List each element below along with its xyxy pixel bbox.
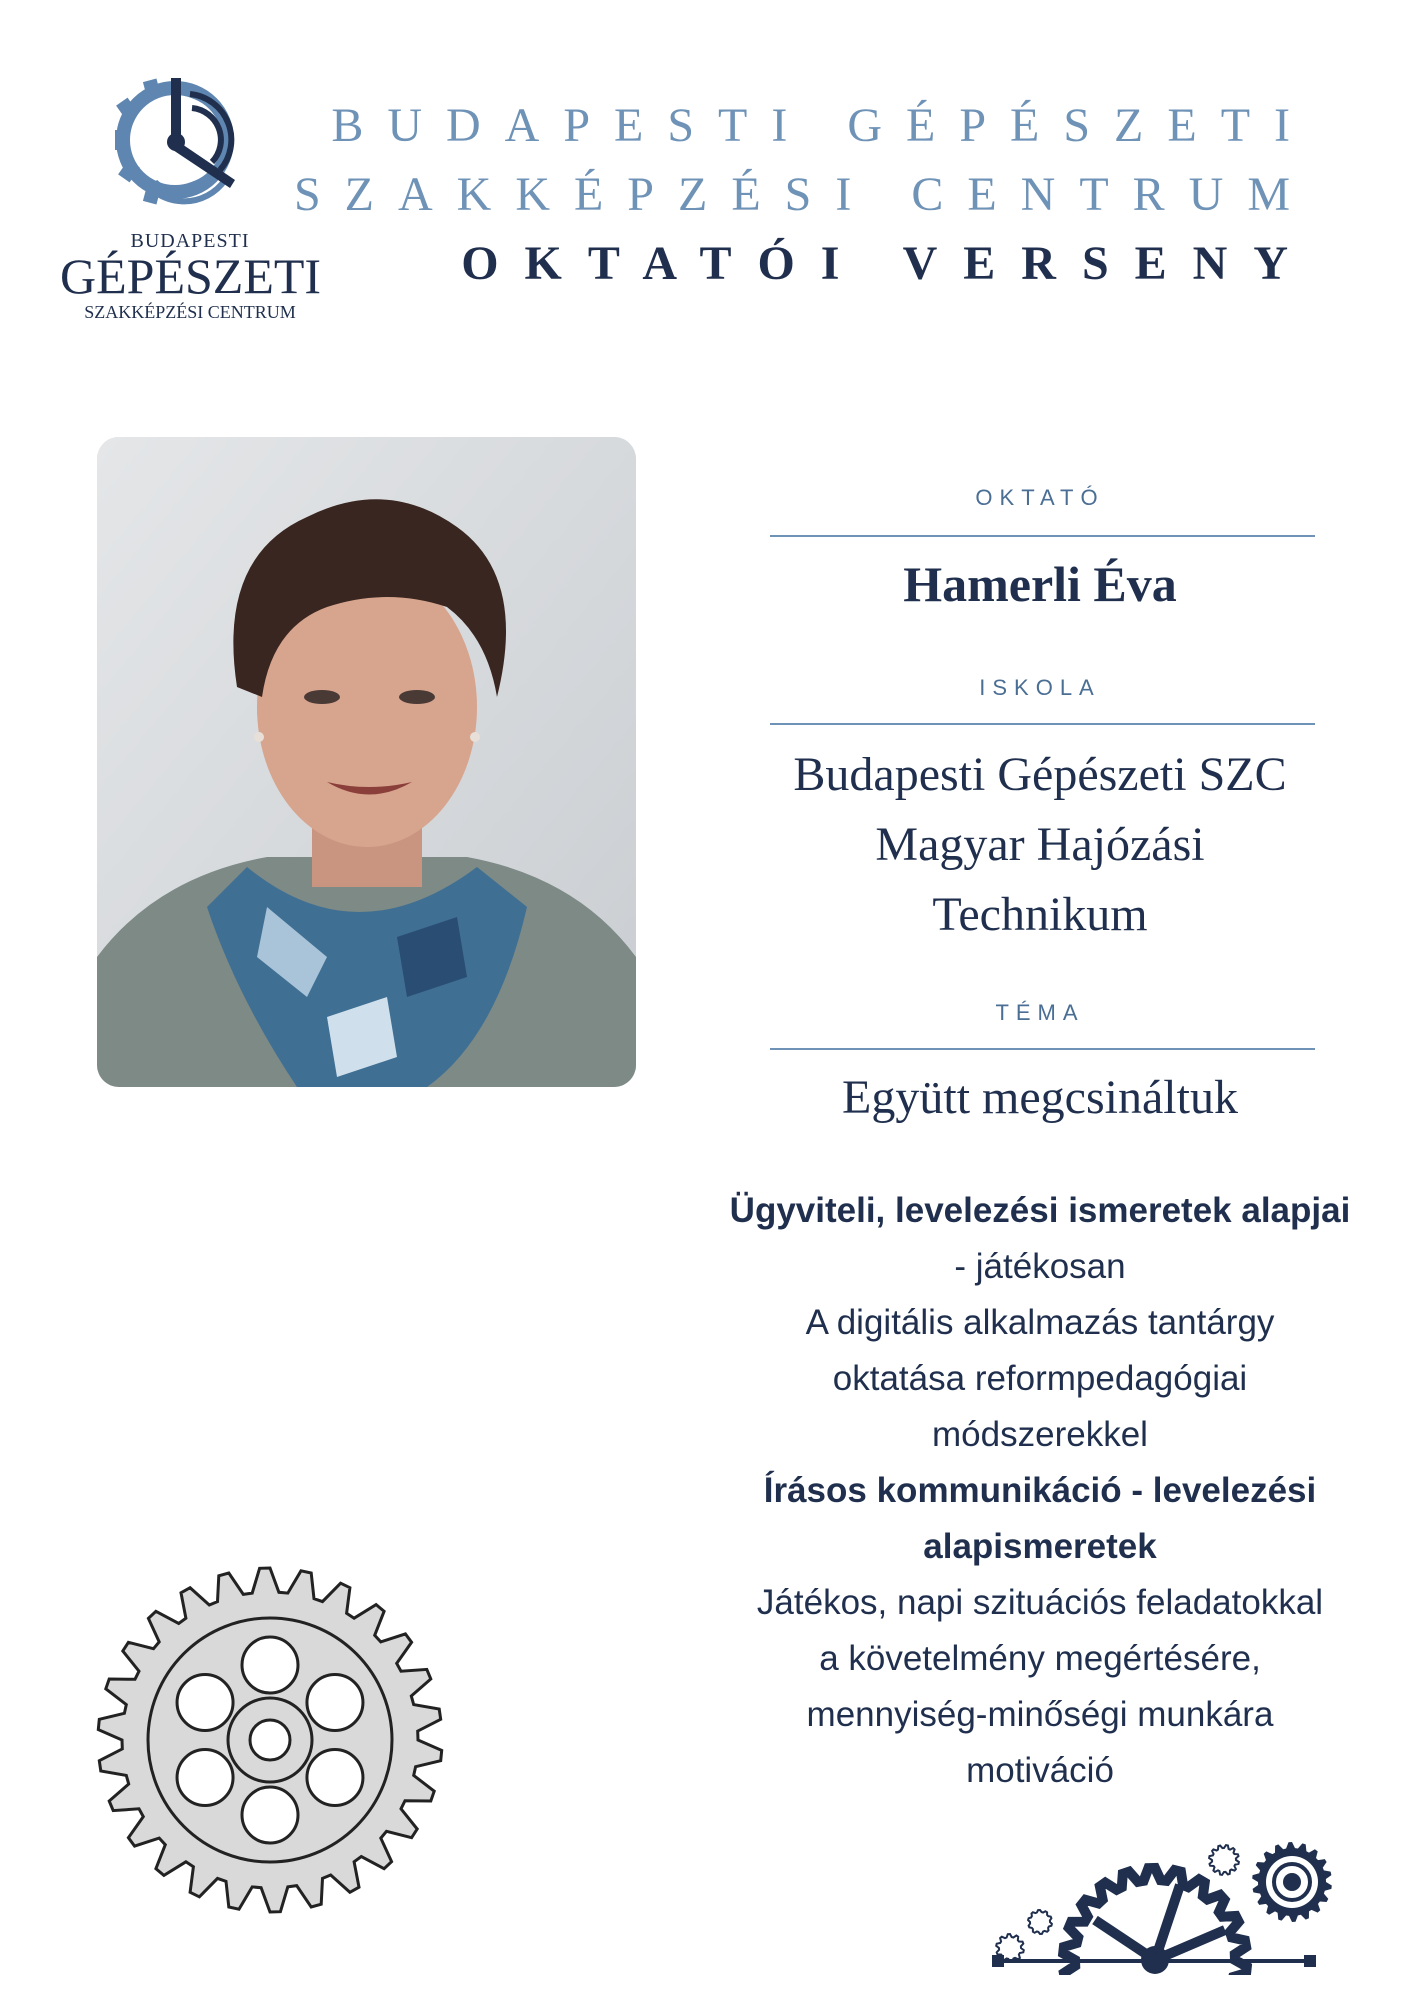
desc-line: oktatása reformpedagógiai [832,1359,1248,1398]
header-line-2: SZAKKÉPZÉSI CENTRUM [293,168,1314,221]
desc-line: módszerekkel [932,1415,1148,1454]
desc-line: Írásos kommunikáció - levelezési [763,1471,1317,1510]
gear-decoration-icon [90,1560,450,1920]
desc-line: motiváció [966,1751,1114,1790]
desc-line: mennyiség-minőségi munkára [806,1695,1274,1734]
gears-icon [990,1820,1340,1975]
topic-title: Együtt megcsináltuk [842,1071,1238,1124]
school-line-1: Budapesti Gépészeti SZC [793,748,1287,801]
right-gear-hub [1283,1873,1301,1891]
header-title: OKTATÓI VERSENY [461,237,1314,290]
divider [770,1048,1315,1050]
gear-axle [250,1720,290,1760]
school-name [730,740,1350,950]
teacher-name: Hamerli Éva [903,556,1177,612]
school-line-2: Magyar Hajózási [875,818,1205,871]
desc-line: alapismeretek [923,1527,1157,1566]
desc-line: Ügyviteli, levelezési ismeretek alapjai [729,1191,1351,1230]
gear-clock-logo-icon [60,70,320,230]
gear-hole [307,1675,363,1731]
school-line-3: Technikum [932,888,1148,941]
gear-spoke [1095,1920,1155,1960]
divider [770,535,1315,537]
description [680,1183,1400,1799]
teacher-label: OKTATÓ [975,485,1105,510]
topic-label: TÉMA [995,1000,1085,1025]
small-gear [1028,1910,1052,1934]
gear-icon [90,1560,450,1920]
desc-line: Játékos, napi szituációs feladatokkal [756,1583,1324,1622]
gear-hole [177,1750,233,1806]
gears-footer-decoration [990,1820,1340,1975]
divider [770,723,1315,725]
gear-hole [242,1637,298,1693]
logo [60,70,320,330]
teacher-photo [97,437,636,1087]
gear-hole [177,1675,233,1731]
portrait-image [97,437,636,1087]
school-label: ISKOLA [979,675,1101,700]
logo-line-2: GÉPÉSZETI [60,248,322,304]
small-gear [1209,1845,1239,1875]
desc-line: - játékosan [954,1247,1126,1286]
gear-hole [242,1787,298,1843]
footer-line-end [1304,1955,1316,1967]
logo-line-1: BUDAPESTI [130,230,250,252]
desc-line: a követelmény megértésére, [819,1639,1261,1678]
gear-hole [307,1750,363,1806]
header-line-1: BUDAPESTI GÉPÉSZETI [331,99,1314,152]
logo-line-3: SZAKKÉPZÉSI CENTRUM [84,302,296,322]
desc-line: A digitális alkalmazás tantárgy [805,1303,1275,1342]
